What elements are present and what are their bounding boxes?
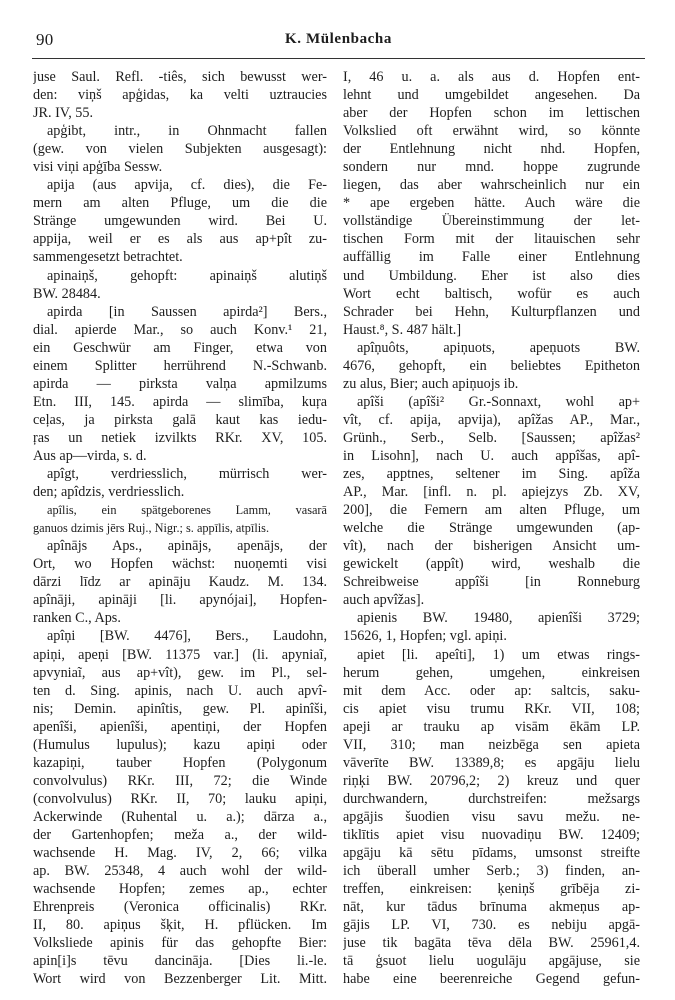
- text-line: apvyniaĩ, aus ap+vît), gew. im Pl., sel-: [33, 664, 327, 681]
- text-line: Etn. III, 145. apirda — slimība, kuŗa: [33, 393, 327, 410]
- right-column: [343, 68, 640, 988]
- text-line: JR. IV, 55.: [33, 105, 94, 122]
- text-line: Wort echt baltisch, wofür es auch: [343, 285, 640, 302]
- text-line: gājis LP. VI, 730. es nebiju apgā-: [343, 917, 640, 934]
- text-line: sondern nur mnd. hoppe zugrunde: [343, 159, 640, 176]
- text-line: VII, 310; man neizbēga sen apieta: [343, 736, 640, 753]
- text-line: liegen, das aber wahrscheinlich nur ein: [343, 177, 640, 194]
- header-rule: [32, 58, 645, 59]
- text-line: dārzi līdz ar apināju Kaudz. M. 134.: [33, 574, 327, 591]
- text-line: zes, apptnes, seltener im Sing. apîža: [343, 466, 640, 483]
- text-line: 15626, 1, Hopfen; vgl. apiņi.: [343, 628, 507, 645]
- text-line: convolvulus) RKr. III, 72; die Winde: [33, 772, 327, 789]
- text-line: juse tik bagāta tēva dēla BW. 25961,4.: [343, 935, 640, 952]
- text-line: II, 80. apiņus šķit, H. pflücken. Im: [33, 917, 327, 934]
- text-line: vît), nach der bisherigen Ansicht um-: [343, 538, 640, 555]
- text-line: ein Geschwür am Finger, etwa von: [33, 339, 327, 356]
- text-line: juse Saul. Refl. -tiês, sich bewusst wer-: [33, 69, 327, 85]
- text-line: ap. BW. 25348, 4 auch wohl der wild-: [33, 863, 327, 880]
- text-line: Ort, wo Hopfen wächst: nuoņemti visi: [33, 556, 327, 573]
- text-line: BW. 28484.: [33, 285, 101, 302]
- text-line: vāverīte BW. 13389,8; es apgāju lielu: [343, 754, 640, 771]
- text-line: auch apvîžas].: [343, 592, 425, 609]
- text-line: apinaiņš, gehopft: apinaiņš alutiņš: [47, 267, 327, 284]
- text-line: wachsende Hopfen; zemes ap., echter: [33, 881, 327, 898]
- text-line: einem Splitter herrührend N.-Schwanb.: [33, 357, 327, 374]
- text-line: habe eine beerenreiche Gegend gefun-: [343, 971, 640, 988]
- text-line: lehnt und umgebildet angesehen. Da: [343, 87, 640, 104]
- text-line: ranken C., Aps.: [33, 610, 121, 627]
- text-line: dial. apierde Mar., so auch Konv.¹ 21,: [33, 321, 327, 338]
- text-line: 4676, gehopft, ein beliebtes Epitheton: [343, 357, 640, 374]
- text-line: apienis BW. 19480, apienîši 3729;: [357, 610, 640, 627]
- text-line: apîgt, verdriesslich, mürrisch wer-: [47, 466, 327, 483]
- running-title: K. Mülenbacha: [285, 31, 392, 47]
- text-line: und Umbildung. Eher ist also dies: [343, 267, 640, 284]
- text-line: apînāji, apināji [li. apynójai], Hopfen-: [33, 592, 327, 609]
- text-line: I, 46 u. a. als aus d. Hopfen ent-: [343, 69, 640, 85]
- text-line: Aus ap—virda, s. d.: [33, 447, 147, 464]
- text-line: Ackerwinde (Ruhental u. a.); dārza a.,: [33, 808, 327, 825]
- text-line: riņķi BW. 20796,2; 2) kreuz und quer: [343, 772, 640, 789]
- text-line: aber der Hopfen schon im lettischen: [343, 105, 640, 122]
- text-line: (Humulus lupulus); kazu apiņi oder: [33, 736, 327, 753]
- text-line: nis; Demin. apinîtis, gew. Pl. apinîši,: [33, 700, 327, 717]
- text-line: apîņi [BW. 4476], Bers., Laudohn,: [47, 628, 327, 645]
- text-line: tā ģsuot lielu uogulāju apgājuse, sie: [343, 953, 640, 970]
- text-line: apiņi, apeņi [BW. 11375 var.] (li. apyniaĩ,: [33, 646, 327, 663]
- text-line: Schrader bei Hehn, Kulturpflanzen und: [343, 303, 640, 320]
- text-line: ten d. Sing. apinis, nach U. auch apvî-: [33, 682, 327, 699]
- page-number: 90: [36, 30, 54, 49]
- text-line: herum gehen, umgehen, einkreisen: [343, 664, 640, 681]
- text-line: 200], die Femern am alten Pfluge, um: [343, 502, 640, 519]
- text-line: nāt, kur tādus brīnuma akmeņus ap-: [343, 899, 640, 916]
- text-line: gewickelt (appît) wird, weshalb die: [343, 556, 640, 573]
- text-line: apînājs Aps., apinājs, apenājs, der: [47, 538, 327, 555]
- left-column: [33, 68, 327, 988]
- text-line: mern am alten Pfluge, um die die: [33, 195, 327, 212]
- text-line: kazapiņi, tauber Hopfen (Polygonum: [33, 754, 327, 771]
- text-line: den: viņš apģidas, ka velti uztraucies: [33, 87, 327, 104]
- text-line: visi viņi apģība Sessw.: [33, 159, 163, 176]
- text-line: treffen, einkreisen: ķeniņš grībēja zi-: [343, 881, 640, 898]
- text-line: ŗas un netiek izvilkts RKr. XV, 105.: [33, 429, 327, 446]
- text-line: cis apiet visu trumu RKr. VII, 108;: [343, 700, 640, 717]
- text-line: Grünh., Serb., Selb. [Saussen; apîžas²: [343, 429, 640, 446]
- text-line: in Lisohn], nach U. auch appîšas, apî-: [343, 447, 640, 464]
- text-line: apiet [li. apeîti], 1) um etwas rings-: [357, 646, 640, 663]
- text-line: welche die Stränge umgewunden (ap-: [343, 520, 640, 537]
- text-line: ich überall umher Serb.; 3) finden, an-: [343, 863, 640, 880]
- text-line: der Entlehnung nicht nhd. Hopfen,: [343, 141, 640, 158]
- text-line: vît, cf. apija, apvija), apîžas AP., Mar.,: [343, 411, 640, 428]
- text-line: apîši (apîši² Gr.-Sonnaxt, wohl ap+: [357, 393, 640, 410]
- text-line: apirda [in Saussen apirda²] Bers.,: [47, 303, 327, 320]
- text-line: Volkslied oft erwähnt wird, so könnte: [343, 123, 640, 140]
- text-line: sammengesetzt betrachtet.: [33, 249, 183, 266]
- text-line: apirda — pirksta valņa apmilzums: [33, 375, 327, 392]
- text-line: Stränge umgewunden wird. Bei U.: [33, 213, 327, 230]
- text-line: mit dem Acc. oder ap: saltcis, saku-: [343, 682, 640, 699]
- text-line: AP., Mar. [infl. n. pl. apiejzys Zb. XV,: [343, 484, 640, 501]
- text-line: vollständige Übereinstimmung der let-: [343, 213, 640, 230]
- text-line: apeji ar trauku ap visām ēkām LP.: [343, 718, 640, 735]
- text-line: apija (aus apvija, cf. dies), die Fe-: [47, 177, 327, 194]
- text-line: durchwandern, durchstreifen: mežsargs: [343, 790, 640, 807]
- text-line: Ehrenpreis (Veronica officinalis) RKr.: [33, 899, 327, 916]
- text-line: apgājis šuodien visu savu mežu. ne-: [343, 808, 640, 825]
- text-line: apîlis, ein spätgeborenes Lamm, vasarā: [47, 503, 327, 518]
- text-line: Wort wird von Bezzenberger Lit. Mitt.: [33, 971, 327, 988]
- text-line: appija, weil er es als aus ap+pît zu-: [33, 231, 327, 248]
- text-line: apgāju kā sētu pīdams, umsonst streifte: [343, 845, 640, 862]
- text-line: den; apîdzis, verdriesslich.: [33, 484, 185, 501]
- text-line: apin[i]s tēvu dancināja. [Dies li.-le.: [33, 953, 327, 970]
- running-head: [30, 30, 647, 54]
- text-line: ceļas, ja pirksta galā kaut kas iedu-: [33, 411, 327, 428]
- text-line: apenîši, apienîši, apentiņi, der Hopfen: [33, 718, 327, 735]
- text-line: apģibt, intr., in Ohnmacht fallen: [47, 123, 327, 140]
- text-line: Haust.⁸, S. 487 hält.]: [343, 321, 462, 338]
- text-line: wachsende H. Mag. IV, 2, 66; vilka: [33, 845, 327, 862]
- text-line: tischen Form mit der litauischen sehr: [343, 231, 640, 248]
- text-line: * ape ergeben hätte. Auch wäre die: [343, 195, 640, 212]
- text-line: (convolvulus) RKr. II, 70; lauku apiņi,: [33, 790, 327, 807]
- text-line: auffällig im Falle einer Entlehnung: [343, 249, 640, 266]
- text-line: Volksliede apinis für das gehopfte Bier:: [33, 935, 327, 952]
- text-line: tiklītis apiet visu nuovadiņu BW. 12409;: [343, 826, 640, 843]
- text-line: Schreibweise appîši [in Ronneburg: [343, 574, 640, 591]
- text-line: apîņuôts, apiņuots, apeņuots BW.: [357, 339, 640, 356]
- text-line: ganuos dzimis jērs Ruj., Nigr.; s. appīlis, atpīlis.: [33, 521, 270, 536]
- text-line: zu alus, Bier; auch apiņuojs ib.: [343, 375, 519, 392]
- text-line: der Gartenhopfen; meža a., der wild-: [33, 826, 327, 843]
- text-line: (gew. von vielen Subjekten ausgesagt):: [33, 141, 327, 158]
